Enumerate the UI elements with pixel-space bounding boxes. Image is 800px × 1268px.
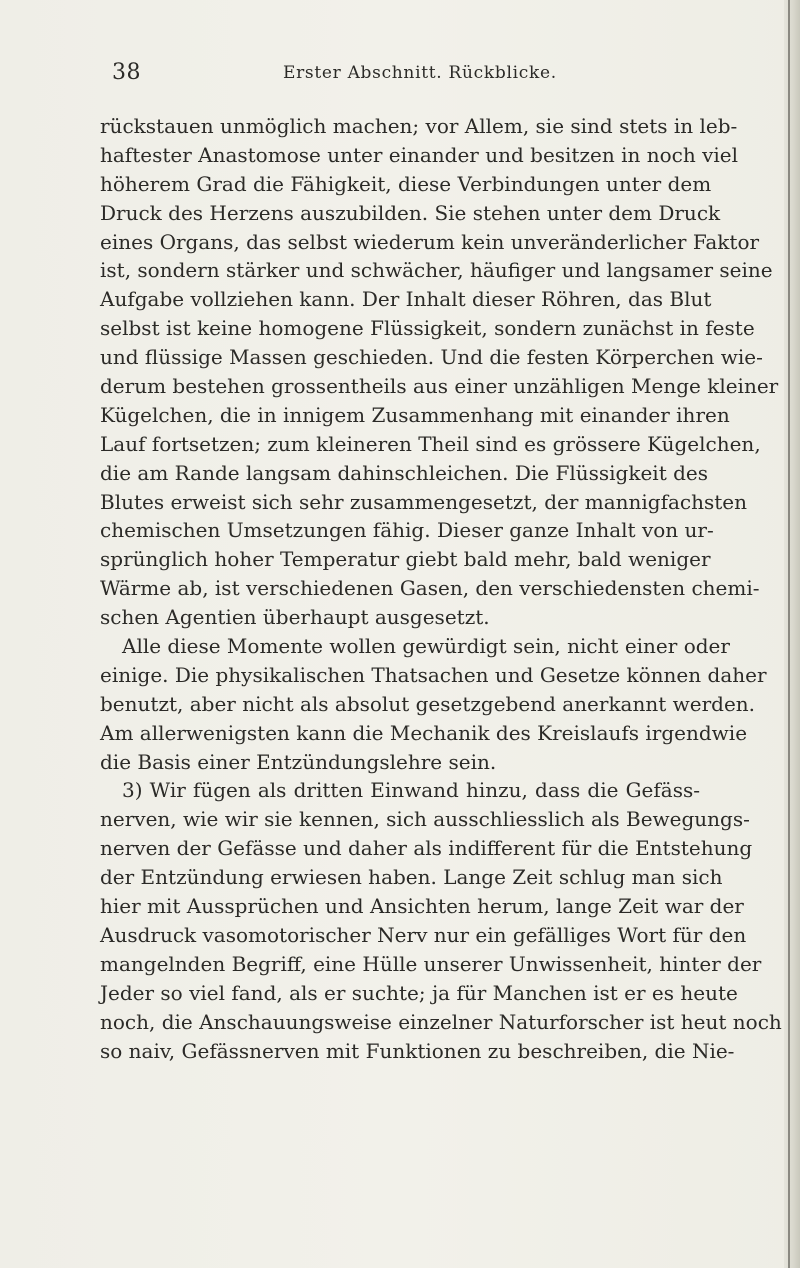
text-line: sprünglich hoher Temperatur giebt bald mehr, bald weniger — [100, 547, 711, 572]
text-line: eines Organs, das selbst wiederum kein unveränderlicher Faktor — [100, 229, 760, 254]
text-line: 3) Wir fügen als dritten Einwand hinzu, dass die Gefäss- — [122, 778, 700, 803]
page-number: 38 — [112, 60, 141, 85]
running-head: Erster Abschnitt. Rückblicke. — [283, 63, 557, 83]
text-line: schen Agentien überhaupt ausgesetzt. — [100, 605, 490, 630]
text-line: mangelnden Begriff, eine Hülle unserer Unwissenheit, hinter der — [100, 951, 762, 976]
text-line: die am Rande langsam dahinschleichen. Die Flüssigkeit des — [100, 460, 708, 485]
text-line: rückstauen unmöglich machen; vor Allem, sie sind stets in leb- — [100, 114, 738, 138]
text-line: Ausdruck vasomotorischer Nerv nur ein gefälliges Wort für den — [100, 922, 747, 947]
text-line: einige. Die physikalischen Thatsachen und Gesetze können daher — [100, 662, 767, 687]
text-line: höherem Grad die Fähigkeit, diese Verbindungen unter dem — [100, 171, 712, 196]
text-line: ist, sondern stärker und schwächer, häufiger und langsamer seine — [100, 258, 773, 283]
text-line: Kügelchen, die in innigem Zusammenhang mit einander ihren — [100, 402, 730, 427]
text-line: derum bestehen grossentheils aus einer unzähligen Menge kleiner — [100, 374, 779, 399]
text-line: noch, die Anschauungsweise einzelner Naturforscher ist heut noch — [100, 1009, 782, 1034]
text-line: die Basis einer Entzündungslehre sein. — [100, 749, 497, 774]
text-line: nerven, wie wir sie kennen, sich ausschliesslich als Bewegungs- — [100, 807, 750, 832]
text-line: benutzt, aber nicht als absolut gesetzgebend anerkannt werden. — [100, 691, 756, 716]
text-line: Aufgabe vollziehen kann. Der Inhalt dieser Röhren, das Blut — [100, 287, 712, 312]
text-line: Blutes erweist sich sehr zusammengesetzt, der mannigfachsten — [100, 489, 748, 514]
text-line: hier mit Aussprüchen und Ansichten herum, lange Zeit war der — [100, 894, 744, 919]
text-line: selbst ist keine homogene Flüssigkeit, sondern zunächst in feste — [100, 316, 755, 341]
body-text — [100, 112, 782, 1065]
text-line: haftester Anastomose unter einander und besitzen in noch viel — [100, 142, 739, 167]
text-line: Jeder so viel fand, als er suchte; ja für Manchen ist er es heute — [100, 980, 738, 1005]
text-line: der Entzündung erwiesen haben. Lange Zeit schlug man sich — [100, 865, 723, 890]
binding-rule — [788, 0, 790, 1268]
text-line: so naiv, Gefässnerven mit Funktionen zu beschreiben, die Nie- — [100, 1038, 735, 1063]
text-line: chemischen Umsetzungen fähig. Dieser ganze Inhalt von ur- — [100, 518, 714, 543]
page-edge — [784, 0, 800, 1268]
text-line: und flüssige Massen geschieden. Und die festen Körperchen wie- — [100, 345, 763, 370]
page-header — [0, 56, 800, 90]
text-line: Am allerwenigsten kann die Mechanik des Kreislaufs irgendwie — [100, 720, 748, 745]
text-line: nerven der Gefässe und daher als indifferent für die Entstehung — [100, 836, 753, 861]
text-line: Wärme ab, ist verschiedenen Gasen, den verschiedensten chemi- — [100, 576, 760, 601]
text-line: Alle diese Momente wollen gewürdigt sein, nicht einer oder — [122, 634, 730, 659]
text-line: Lauf fortsetzen; zum kleineren Theil sind es grössere Kügelchen, — [100, 431, 761, 456]
text-line: Druck des Herzens auszubilden. Sie stehen unter dem Druck — [100, 200, 721, 225]
